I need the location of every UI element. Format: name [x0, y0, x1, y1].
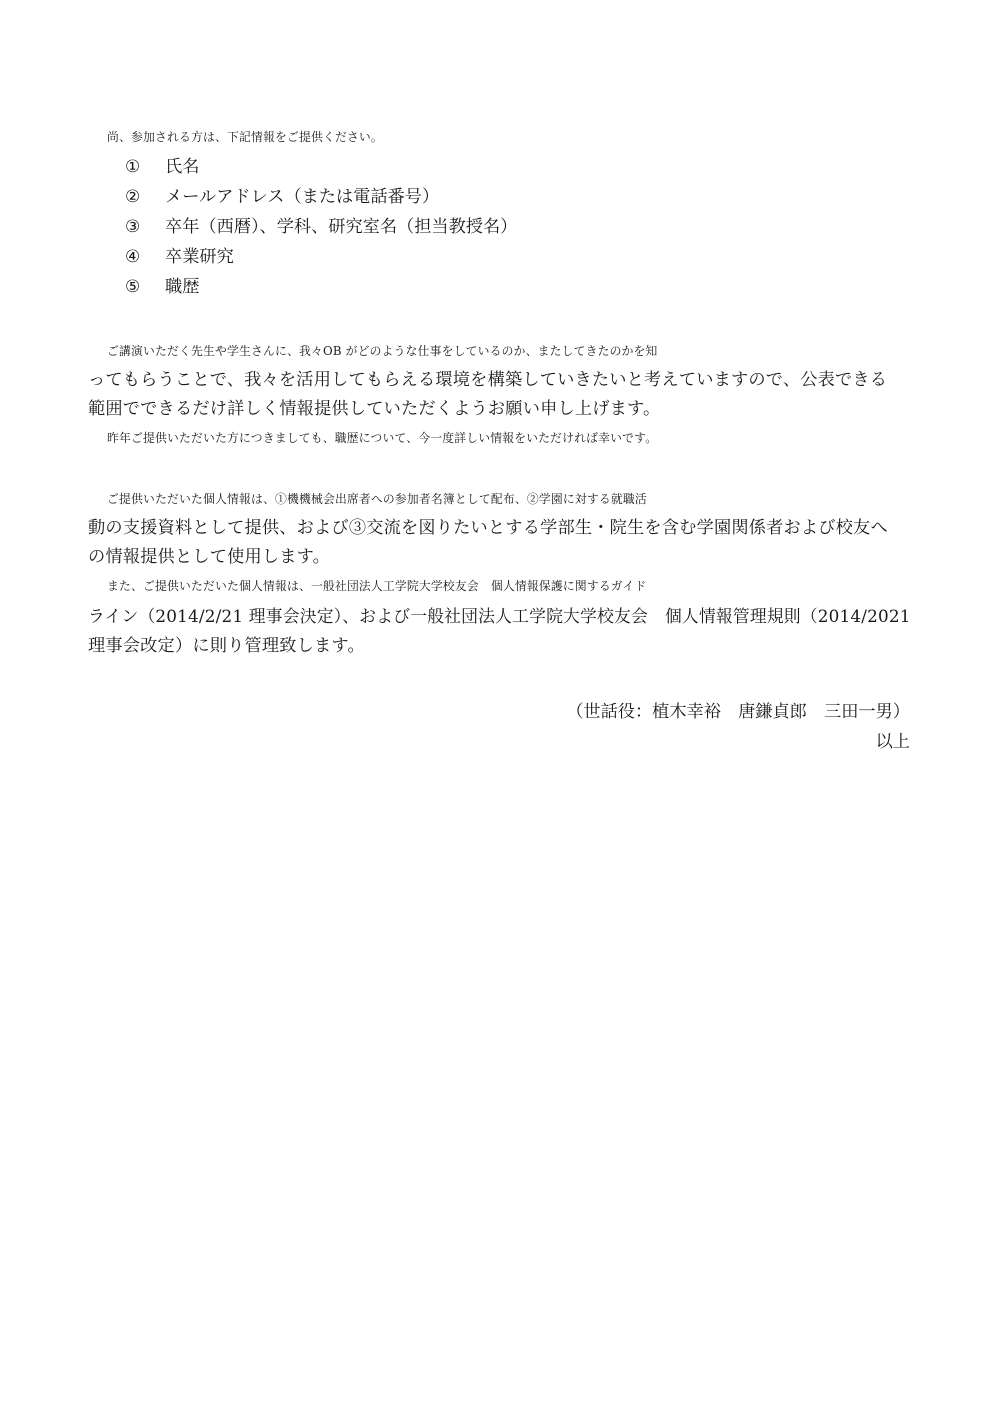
paragraph-line: 動の支援資料として提供、および③交流を図りたいとする学部生・院生を含む学園関係者および校友へ [88, 518, 888, 538]
list-item [0, 216, 1000, 238]
list-item-number: ② [125, 187, 141, 207]
paragraph-line: の情報提供として使用します。 [88, 547, 331, 567]
list-item [0, 276, 1000, 298]
list-item-text: 氏名 [165, 157, 200, 177]
paragraph-line: 範囲でできるだけ詳しく情報提供していただくようお願い申し上げます。 [88, 399, 661, 419]
intro-text: 尚、参加される方は、下記情報をご提供ください。 [107, 130, 383, 144]
list-item [0, 246, 1000, 268]
paragraph-line: また、ご提供いただいた個人情報は、一般社団法人工学院大学校友会 個人情報保護に関するガイド [107, 579, 647, 593]
list-item [0, 156, 1000, 178]
list-item-text: メールアドレス（または電話番号） [165, 187, 440, 207]
closing-mark: 以上 [875, 732, 910, 752]
paragraph-line: ご提供いただいた個人情報は、①機機械会出席者への参加者名簿として配布、②学園に対する就職活 [107, 492, 647, 506]
list-item-text: 職歴 [165, 277, 200, 297]
paragraph-line: ってもらうことで、我々を活用してもらえる環境を構築していきたいと考えていますので、公表できる [88, 370, 888, 390]
list-item-text: 卒業研究 [165, 247, 234, 267]
list-item-number: ④ [125, 247, 141, 267]
paragraph-line: ライン（2014/2/21 理事会決定）、および一般社団法人工学院大学校友会 個人情報管理規則（2014/2021 [88, 606, 911, 626]
list-item-text: 卒年（西暦）、学科、研究室名（担当教授名） [165, 217, 518, 237]
list-item-number: ⑤ [125, 277, 141, 297]
paragraph-line: 理事会改定）に則り管理致します。 [88, 636, 365, 656]
list-item [0, 186, 1000, 208]
list-item-number: ③ [125, 217, 141, 237]
organizers-signature: （世話役：植木幸裕 唐鎌貞郎 三田一男） [566, 702, 910, 722]
list-item-number: ① [125, 157, 141, 177]
paragraph-line: ご講演いただく先生や学生さんに、我々OB がどのような仕事をしているのか、またしてきたのかを知 [107, 344, 658, 358]
paragraph-line: 昨年ご提供いただいた方につきましても、職歴について、今一度詳しい情報をいただければ幸いです。 [107, 431, 658, 445]
